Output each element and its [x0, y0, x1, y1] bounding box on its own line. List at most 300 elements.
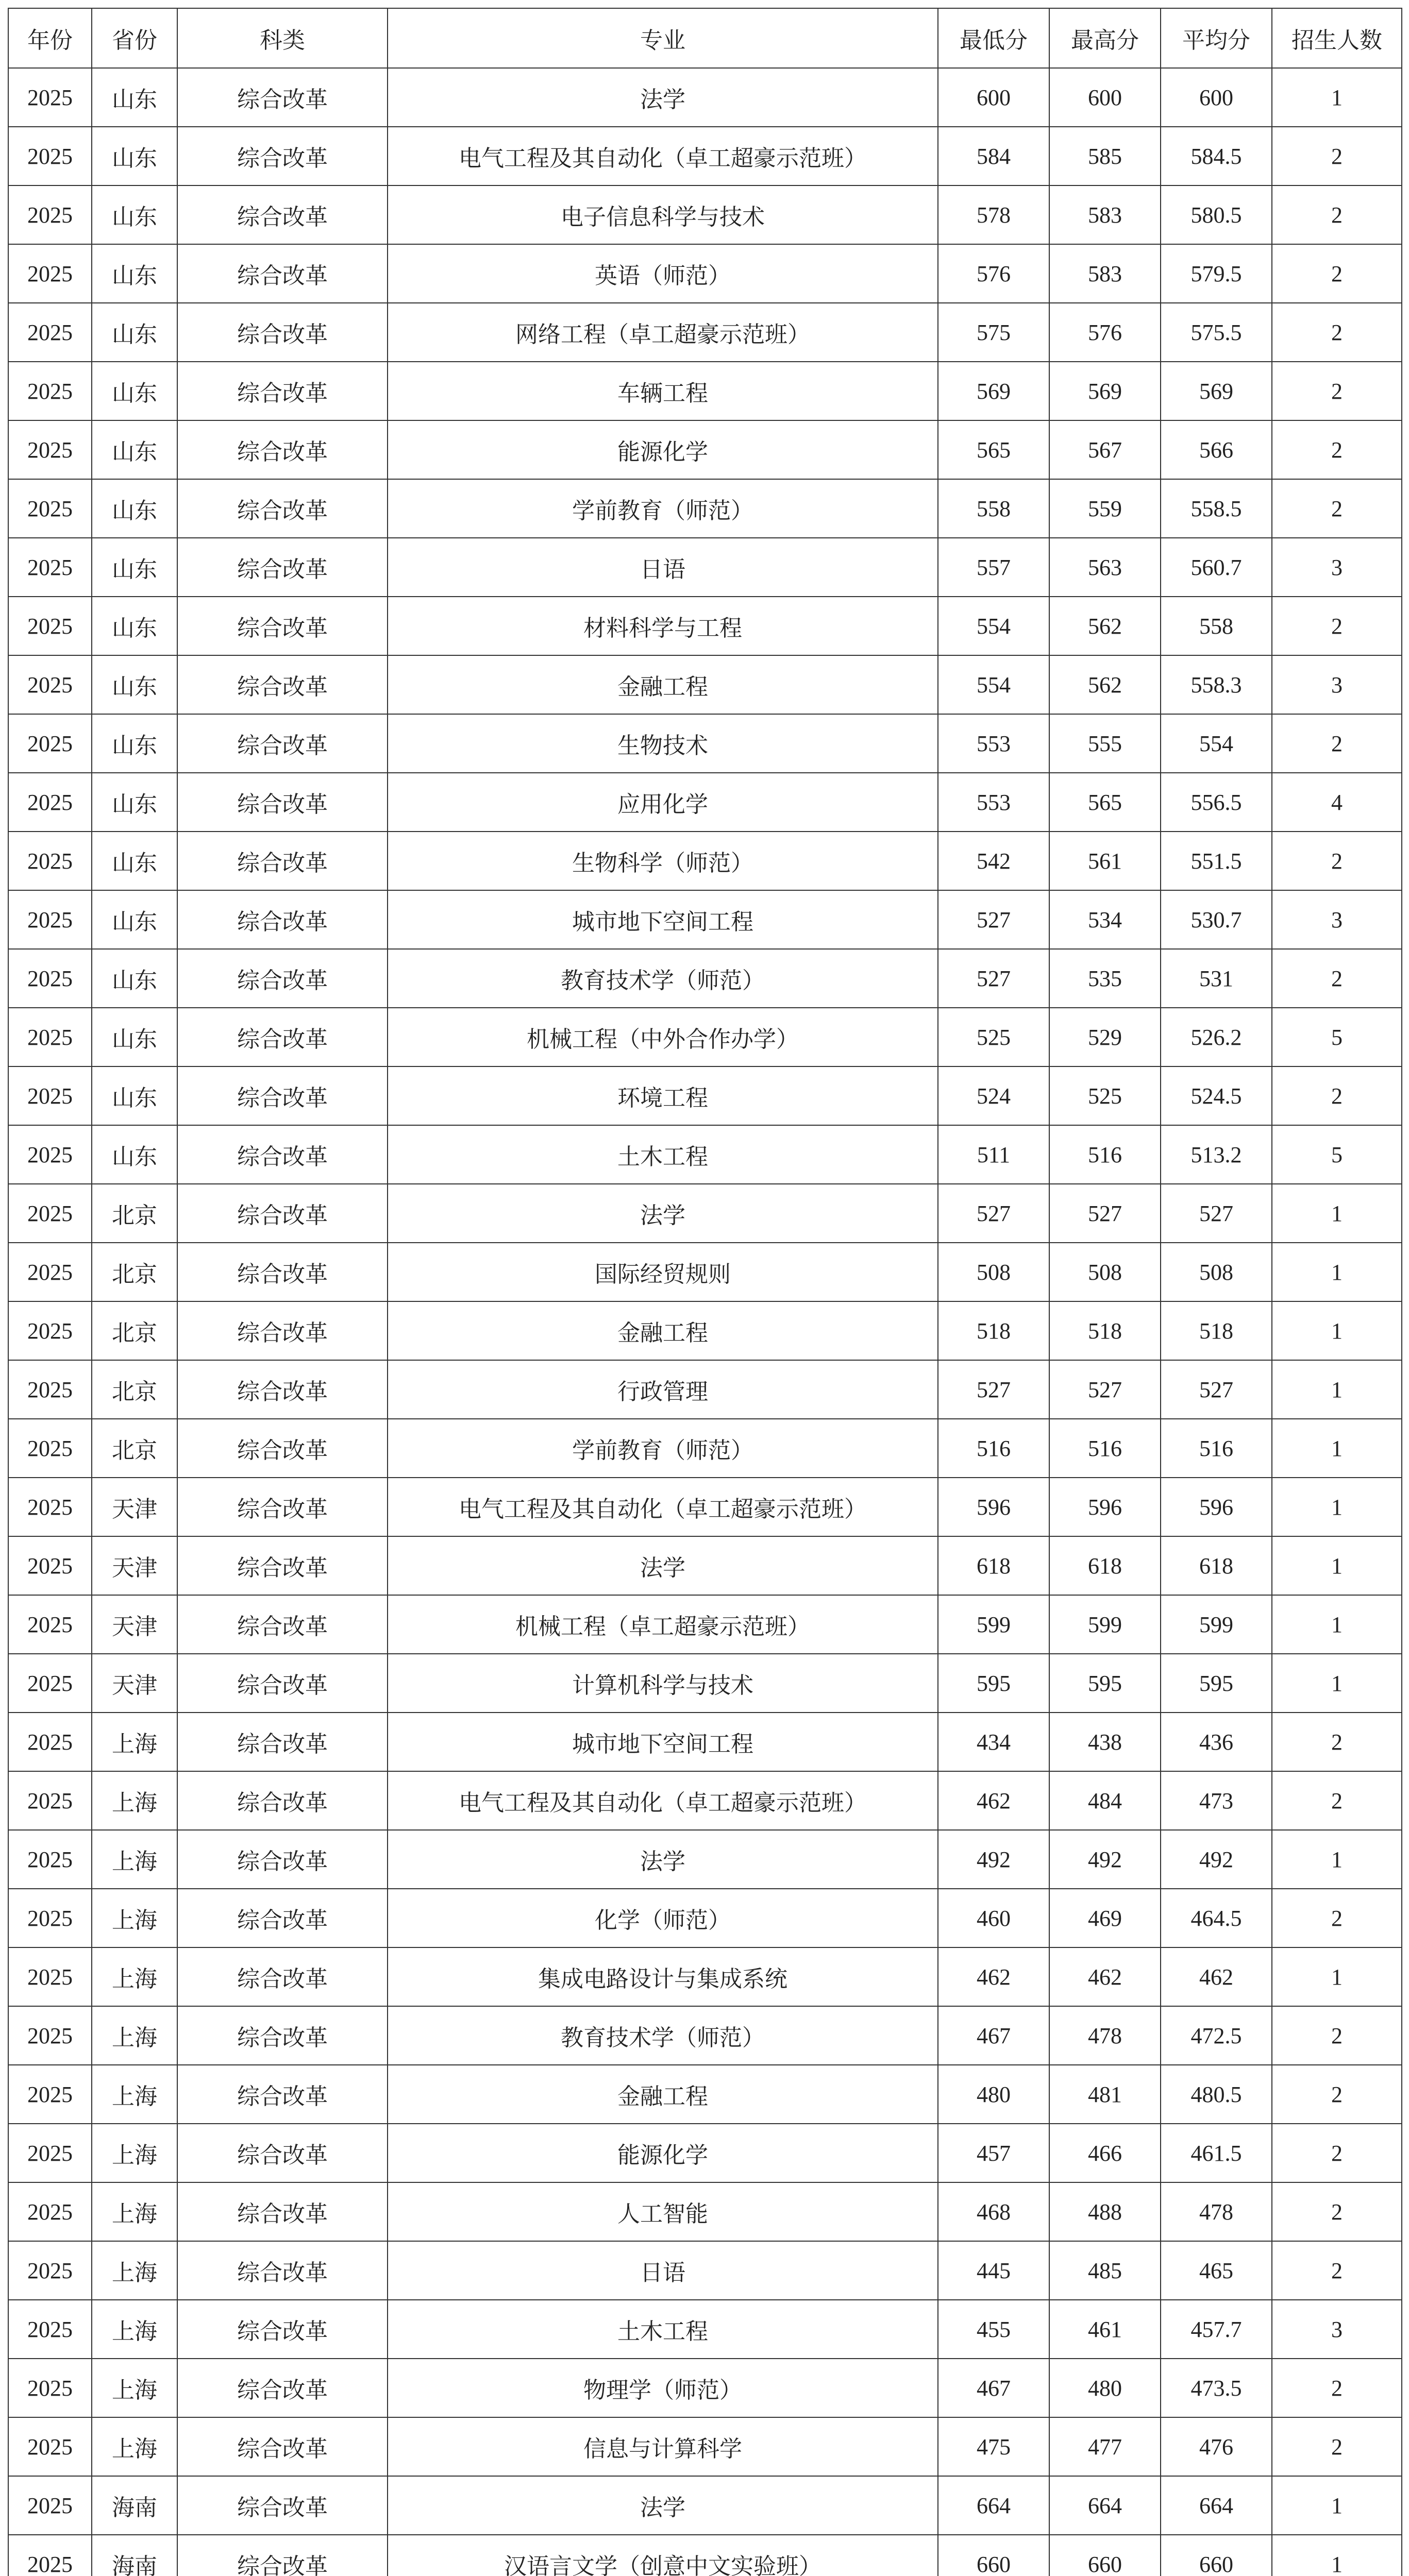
table-row — [8, 1419, 1402, 1478]
table-row — [8, 890, 1402, 949]
cell-min-score: 578 — [938, 185, 1049, 244]
cell-max-score: 462 — [1049, 1947, 1161, 2006]
cell-avg-score: 465 — [1161, 2241, 1272, 2300]
cell-avg-score: 527 — [1161, 1360, 1272, 1419]
cell-major: 电子信息科学与技术 — [388, 185, 938, 244]
cell-province: 山东 — [92, 244, 177, 303]
cell-category: 综合改革 — [177, 949, 388, 1008]
cell-enrollment: 2 — [1272, 479, 1402, 538]
cell-avg-score: 513.2 — [1161, 1125, 1272, 1184]
cell-enrollment: 3 — [1272, 890, 1402, 949]
cell-major: 行政管理 — [388, 1360, 938, 1419]
cell-category: 综合改革 — [177, 1184, 388, 1243]
cell-province: 天津 — [92, 1536, 177, 1595]
cell-enrollment: 2 — [1272, 127, 1402, 185]
cell-category: 综合改革 — [177, 1654, 388, 1713]
table-header — [8, 8, 1402, 68]
cell-max-score: 576 — [1049, 303, 1161, 362]
cell-province: 上海 — [92, 2006, 177, 2065]
cell-enrollment: 3 — [1272, 655, 1402, 714]
cell-year: 2025 — [8, 479, 92, 538]
table-row — [8, 832, 1402, 890]
cell-category: 综合改革 — [177, 1243, 388, 1301]
cell-max-score: 461 — [1049, 2300, 1161, 2359]
cell-province: 山东 — [92, 362, 177, 420]
cell-province: 北京 — [92, 1243, 177, 1301]
cell-category: 综合改革 — [177, 303, 388, 362]
cell-enrollment: 1 — [1272, 1536, 1402, 1595]
cell-category: 综合改革 — [177, 890, 388, 949]
table-row — [8, 1184, 1402, 1243]
cell-avg-score: 473.5 — [1161, 2359, 1272, 2417]
header-avg-score: 平均分 — [1161, 8, 1272, 68]
cell-category: 综合改革 — [177, 597, 388, 655]
cell-category: 综合改革 — [177, 185, 388, 244]
cell-major: 计算机科学与技术 — [388, 1654, 938, 1713]
cell-max-score: 569 — [1049, 362, 1161, 420]
cell-year: 2025 — [8, 420, 92, 479]
cell-major: 日语 — [388, 538, 938, 597]
cell-category: 综合改革 — [177, 127, 388, 185]
cell-category: 综合改革 — [177, 714, 388, 773]
cell-category: 综合改革 — [177, 1301, 388, 1360]
cell-major: 能源化学 — [388, 420, 938, 479]
cell-enrollment: 2 — [1272, 2124, 1402, 2182]
table-row — [8, 1771, 1402, 1830]
cell-category: 综合改革 — [177, 1947, 388, 2006]
cell-major: 学前教育（师范） — [388, 479, 938, 538]
table-row — [8, 949, 1402, 1008]
table-row — [8, 2124, 1402, 2182]
cell-year: 2025 — [8, 1889, 92, 1947]
cell-enrollment: 2 — [1272, 2359, 1402, 2417]
cell-year: 2025 — [8, 1360, 92, 1419]
cell-province: 海南 — [92, 2535, 177, 2576]
cell-max-score: 585 — [1049, 127, 1161, 185]
cell-avg-score: 473 — [1161, 1771, 1272, 1830]
cell-max-score: 438 — [1049, 1713, 1161, 1771]
cell-min-score: 445 — [938, 2241, 1049, 2300]
cell-province: 山东 — [92, 832, 177, 890]
cell-major: 车辆工程 — [388, 362, 938, 420]
cell-enrollment: 4 — [1272, 773, 1402, 832]
cell-year: 2025 — [8, 362, 92, 420]
cell-enrollment: 2 — [1272, 1713, 1402, 1771]
cell-year: 2025 — [8, 1008, 92, 1066]
cell-min-score: 462 — [938, 1771, 1049, 1830]
cell-enrollment: 2 — [1272, 714, 1402, 773]
cell-avg-score: 476 — [1161, 2417, 1272, 2476]
table-row — [8, 714, 1402, 773]
cell-province: 天津 — [92, 1595, 177, 1654]
cell-major: 生物技术 — [388, 714, 938, 773]
cell-avg-score: 518 — [1161, 1301, 1272, 1360]
header-max-score: 最高分 — [1049, 8, 1161, 68]
table-row — [8, 1536, 1402, 1595]
cell-avg-score: 462 — [1161, 1947, 1272, 2006]
cell-province: 山东 — [92, 303, 177, 362]
cell-year: 2025 — [8, 1184, 92, 1243]
cell-province: 山东 — [92, 714, 177, 773]
cell-avg-score: 558.3 — [1161, 655, 1272, 714]
cell-max-score: 485 — [1049, 2241, 1161, 2300]
cell-year: 2025 — [8, 2241, 92, 2300]
cell-max-score: 562 — [1049, 597, 1161, 655]
cell-year: 2025 — [8, 127, 92, 185]
cell-min-score: 525 — [938, 1008, 1049, 1066]
cell-min-score: 462 — [938, 1947, 1049, 2006]
cell-min-score: 575 — [938, 303, 1049, 362]
cell-category: 综合改革 — [177, 1066, 388, 1125]
cell-major: 物理学（师范） — [388, 2359, 938, 2417]
cell-province: 上海 — [92, 2241, 177, 2300]
cell-enrollment: 2 — [1272, 362, 1402, 420]
header-min-score: 最低分 — [938, 8, 1049, 68]
cell-min-score: 599 — [938, 1595, 1049, 1654]
cell-major: 集成电路设计与集成系统 — [388, 1947, 938, 2006]
cell-year: 2025 — [8, 1243, 92, 1301]
cell-province: 山东 — [92, 127, 177, 185]
cell-category: 综合改革 — [177, 1360, 388, 1419]
cell-min-score: 468 — [938, 2182, 1049, 2241]
table-row — [8, 773, 1402, 832]
cell-enrollment: 3 — [1272, 538, 1402, 597]
table-row — [8, 1008, 1402, 1066]
cell-province: 上海 — [92, 2182, 177, 2241]
cell-year: 2025 — [8, 68, 92, 127]
cell-province: 上海 — [92, 1771, 177, 1830]
cell-year: 2025 — [8, 2006, 92, 2065]
cell-avg-score: 618 — [1161, 1536, 1272, 1595]
cell-min-score: 660 — [938, 2535, 1049, 2576]
cell-province: 山东 — [92, 1125, 177, 1184]
cell-enrollment: 2 — [1272, 597, 1402, 655]
cell-year: 2025 — [8, 1478, 92, 1536]
cell-category: 综合改革 — [177, 2476, 388, 2535]
cell-min-score: 527 — [938, 949, 1049, 1008]
cell-avg-score: 508 — [1161, 1243, 1272, 1301]
table-row — [8, 1595, 1402, 1654]
cell-avg-score: 531 — [1161, 949, 1272, 1008]
cell-avg-score: 569 — [1161, 362, 1272, 420]
cell-max-score: 599 — [1049, 1595, 1161, 1654]
cell-major: 法学 — [388, 1536, 938, 1595]
cell-enrollment: 5 — [1272, 1008, 1402, 1066]
cell-category: 综合改革 — [177, 2006, 388, 2065]
cell-max-score: 535 — [1049, 949, 1161, 1008]
cell-avg-score: 464.5 — [1161, 1889, 1272, 1947]
cell-major: 城市地下空间工程 — [388, 1713, 938, 1771]
cell-province: 山东 — [92, 68, 177, 127]
header-province: 省份 — [92, 8, 177, 68]
cell-enrollment: 3 — [1272, 2300, 1402, 2359]
table-row — [8, 2006, 1402, 2065]
table-row — [8, 127, 1402, 185]
cell-major: 法学 — [388, 2476, 938, 2535]
cell-province: 上海 — [92, 2359, 177, 2417]
cell-enrollment: 1 — [1272, 2535, 1402, 2576]
cell-max-score: 508 — [1049, 1243, 1161, 1301]
cell-avg-score: 558.5 — [1161, 479, 1272, 538]
cell-min-score: 595 — [938, 1654, 1049, 1713]
cell-category: 综合改革 — [177, 1713, 388, 1771]
cell-max-score: 480 — [1049, 2359, 1161, 2417]
cell-major: 应用化学 — [388, 773, 938, 832]
cell-max-score: 516 — [1049, 1419, 1161, 1478]
cell-year: 2025 — [8, 538, 92, 597]
cell-province: 山东 — [92, 479, 177, 538]
table-row — [8, 1301, 1402, 1360]
cell-enrollment: 1 — [1272, 1947, 1402, 2006]
cell-avg-score: 599 — [1161, 1595, 1272, 1654]
cell-max-score: 527 — [1049, 1360, 1161, 1419]
cell-year: 2025 — [8, 832, 92, 890]
cell-max-score: 567 — [1049, 420, 1161, 479]
cell-category: 综合改革 — [177, 68, 388, 127]
cell-year: 2025 — [8, 949, 92, 1008]
cell-max-score: 555 — [1049, 714, 1161, 773]
cell-max-score: 664 — [1049, 2476, 1161, 2535]
cell-min-score: 618 — [938, 1536, 1049, 1595]
cell-avg-score: 457.7 — [1161, 2300, 1272, 2359]
cell-province: 上海 — [92, 1713, 177, 1771]
cell-major: 化学（师范） — [388, 1889, 938, 1947]
cell-enrollment: 1 — [1272, 1654, 1402, 1713]
cell-category: 综合改革 — [177, 1419, 388, 1478]
cell-province: 北京 — [92, 1301, 177, 1360]
header-enrollment: 招生人数 — [1272, 8, 1402, 68]
cell-min-score: 553 — [938, 773, 1049, 832]
cell-year: 2025 — [8, 303, 92, 362]
cell-year: 2025 — [8, 2535, 92, 2576]
cell-min-score: 542 — [938, 832, 1049, 890]
cell-max-score: 660 — [1049, 2535, 1161, 2576]
cell-avg-score: 579.5 — [1161, 244, 1272, 303]
cell-max-score: 565 — [1049, 773, 1161, 832]
cell-avg-score: 516 — [1161, 1419, 1272, 1478]
table-row — [8, 597, 1402, 655]
cell-category: 综合改革 — [177, 1771, 388, 1830]
cell-province: 山东 — [92, 890, 177, 949]
cell-province: 上海 — [92, 1830, 177, 1889]
cell-avg-score: 461.5 — [1161, 2124, 1272, 2182]
cell-min-score: 434 — [938, 1713, 1049, 1771]
header-year: 年份 — [8, 8, 92, 68]
cell-enrollment: 2 — [1272, 2182, 1402, 2241]
cell-major: 人工智能 — [388, 2182, 938, 2241]
cell-min-score: 455 — [938, 2300, 1049, 2359]
cell-min-score: 527 — [938, 1184, 1049, 1243]
cell-max-score: 525 — [1049, 1066, 1161, 1125]
table-body — [8, 68, 1402, 2576]
cell-year: 2025 — [8, 597, 92, 655]
cell-year: 2025 — [8, 1301, 92, 1360]
cell-province: 山东 — [92, 655, 177, 714]
cell-year: 2025 — [8, 2124, 92, 2182]
cell-province: 海南 — [92, 2476, 177, 2535]
cell-major: 材料科学与工程 — [388, 597, 938, 655]
cell-year: 2025 — [8, 2182, 92, 2241]
cell-major: 生物科学（师范） — [388, 832, 938, 890]
cell-avg-score: 478 — [1161, 2182, 1272, 2241]
table-row — [8, 538, 1402, 597]
table-row — [8, 1654, 1402, 1713]
cell-enrollment: 1 — [1272, 1830, 1402, 1889]
admission-scores-table — [8, 8, 1402, 2576]
cell-enrollment: 1 — [1272, 1360, 1402, 1419]
cell-min-score: 518 — [938, 1301, 1049, 1360]
cell-category: 综合改革 — [177, 2182, 388, 2241]
cell-major: 汉语言文学（创意中文实验班） — [388, 2535, 938, 2576]
cell-avg-score: 558 — [1161, 597, 1272, 655]
cell-year: 2025 — [8, 1066, 92, 1125]
cell-max-score: 469 — [1049, 1889, 1161, 1947]
cell-enrollment: 1 — [1272, 1478, 1402, 1536]
cell-min-score: 565 — [938, 420, 1049, 479]
cell-category: 综合改革 — [177, 1478, 388, 1536]
cell-enrollment: 2 — [1272, 2417, 1402, 2476]
cell-max-score: 492 — [1049, 1830, 1161, 1889]
cell-category: 综合改革 — [177, 2300, 388, 2359]
cell-major: 法学 — [388, 68, 938, 127]
table-row — [8, 244, 1402, 303]
cell-year: 2025 — [8, 1947, 92, 2006]
cell-category: 综合改革 — [177, 1595, 388, 1654]
table-row — [8, 1478, 1402, 1536]
cell-major: 能源化学 — [388, 2124, 938, 2182]
cell-province: 山东 — [92, 185, 177, 244]
cell-avg-score: 527 — [1161, 1184, 1272, 1243]
cell-avg-score: 566 — [1161, 420, 1272, 479]
cell-min-score: 576 — [938, 244, 1049, 303]
cell-year: 2025 — [8, 2359, 92, 2417]
cell-year: 2025 — [8, 2300, 92, 2359]
cell-category: 综合改革 — [177, 2359, 388, 2417]
cell-avg-score: 480.5 — [1161, 2065, 1272, 2124]
cell-year: 2025 — [8, 773, 92, 832]
cell-enrollment: 2 — [1272, 949, 1402, 1008]
cell-avg-score: 560.7 — [1161, 538, 1272, 597]
cell-avg-score: 664 — [1161, 2476, 1272, 2535]
cell-enrollment: 2 — [1272, 185, 1402, 244]
cell-year: 2025 — [8, 1536, 92, 1595]
cell-max-score: 488 — [1049, 2182, 1161, 2241]
cell-max-score: 518 — [1049, 1301, 1161, 1360]
cell-min-score: 596 — [938, 1478, 1049, 1536]
cell-min-score: 492 — [938, 1830, 1049, 1889]
table-row — [8, 1830, 1402, 1889]
cell-avg-score: 556.5 — [1161, 773, 1272, 832]
cell-enrollment: 2 — [1272, 2241, 1402, 2300]
cell-min-score: 508 — [938, 1243, 1049, 1301]
cell-enrollment: 2 — [1272, 2065, 1402, 2124]
cell-major: 英语（师范） — [388, 244, 938, 303]
cell-category: 综合改革 — [177, 538, 388, 597]
cell-enrollment: 2 — [1272, 1066, 1402, 1125]
cell-max-score: 600 — [1049, 68, 1161, 127]
cell-major: 电气工程及其自动化（卓工超豪示范班） — [388, 127, 938, 185]
cell-avg-score: 530.7 — [1161, 890, 1272, 949]
table-row — [8, 1889, 1402, 1947]
cell-max-score: 477 — [1049, 2417, 1161, 2476]
cell-max-score: 596 — [1049, 1478, 1161, 1536]
cell-min-score: 511 — [938, 1125, 1049, 1184]
cell-max-score: 562 — [1049, 655, 1161, 714]
cell-min-score: 480 — [938, 2065, 1049, 2124]
cell-province: 山东 — [92, 1066, 177, 1125]
cell-province: 天津 — [92, 1478, 177, 1536]
cell-major: 金融工程 — [388, 1301, 938, 1360]
cell-category: 综合改革 — [177, 479, 388, 538]
cell-max-score: 563 — [1049, 538, 1161, 597]
cell-province: 上海 — [92, 2417, 177, 2476]
cell-province: 上海 — [92, 2065, 177, 2124]
cell-min-score: 516 — [938, 1419, 1049, 1478]
cell-max-score: 559 — [1049, 479, 1161, 538]
cell-year: 2025 — [8, 1713, 92, 1771]
cell-avg-score: 436 — [1161, 1713, 1272, 1771]
cell-major: 城市地下空间工程 — [388, 890, 938, 949]
cell-province: 天津 — [92, 1654, 177, 1713]
cell-province: 上海 — [92, 1947, 177, 2006]
cell-avg-score: 660 — [1161, 2535, 1272, 2576]
cell-min-score: 584 — [938, 127, 1049, 185]
cell-enrollment: 2 — [1272, 832, 1402, 890]
cell-max-score: 478 — [1049, 2006, 1161, 2065]
cell-max-score: 534 — [1049, 890, 1161, 949]
cell-enrollment: 1 — [1272, 1419, 1402, 1478]
cell-min-score: 554 — [938, 597, 1049, 655]
cell-enrollment: 2 — [1272, 244, 1402, 303]
cell-year: 2025 — [8, 2417, 92, 2476]
cell-province: 上海 — [92, 2124, 177, 2182]
table-row — [8, 479, 1402, 538]
cell-enrollment: 1 — [1272, 68, 1402, 127]
cell-year: 2025 — [8, 890, 92, 949]
cell-avg-score: 584.5 — [1161, 127, 1272, 185]
table-row — [8, 2359, 1402, 2417]
cell-year: 2025 — [8, 244, 92, 303]
cell-min-score: 457 — [938, 2124, 1049, 2182]
cell-min-score: 467 — [938, 2006, 1049, 2065]
table-row — [8, 2182, 1402, 2241]
cell-min-score: 557 — [938, 538, 1049, 597]
cell-enrollment: 1 — [1272, 1243, 1402, 1301]
cell-category: 综合改革 — [177, 832, 388, 890]
cell-province: 山东 — [92, 773, 177, 832]
cell-province: 上海 — [92, 2300, 177, 2359]
cell-min-score: 664 — [938, 2476, 1049, 2535]
cell-enrollment: 5 — [1272, 1125, 1402, 1184]
cell-major: 日语 — [388, 2241, 938, 2300]
cell-category: 综合改革 — [177, 2417, 388, 2476]
cell-province: 山东 — [92, 420, 177, 479]
cell-major: 国际经贸规则 — [388, 1243, 938, 1301]
cell-category: 综合改革 — [177, 420, 388, 479]
table-row — [8, 1713, 1402, 1771]
cell-max-score: 484 — [1049, 1771, 1161, 1830]
cell-province: 北京 — [92, 1360, 177, 1419]
cell-province: 山东 — [92, 949, 177, 1008]
cell-avg-score: 580.5 — [1161, 185, 1272, 244]
cell-avg-score: 596 — [1161, 1478, 1272, 1536]
cell-province: 山东 — [92, 538, 177, 597]
table-row — [8, 68, 1402, 127]
cell-province: 北京 — [92, 1419, 177, 1478]
cell-min-score: 475 — [938, 2417, 1049, 2476]
cell-year: 2025 — [8, 1830, 92, 1889]
cell-major: 金融工程 — [388, 655, 938, 714]
